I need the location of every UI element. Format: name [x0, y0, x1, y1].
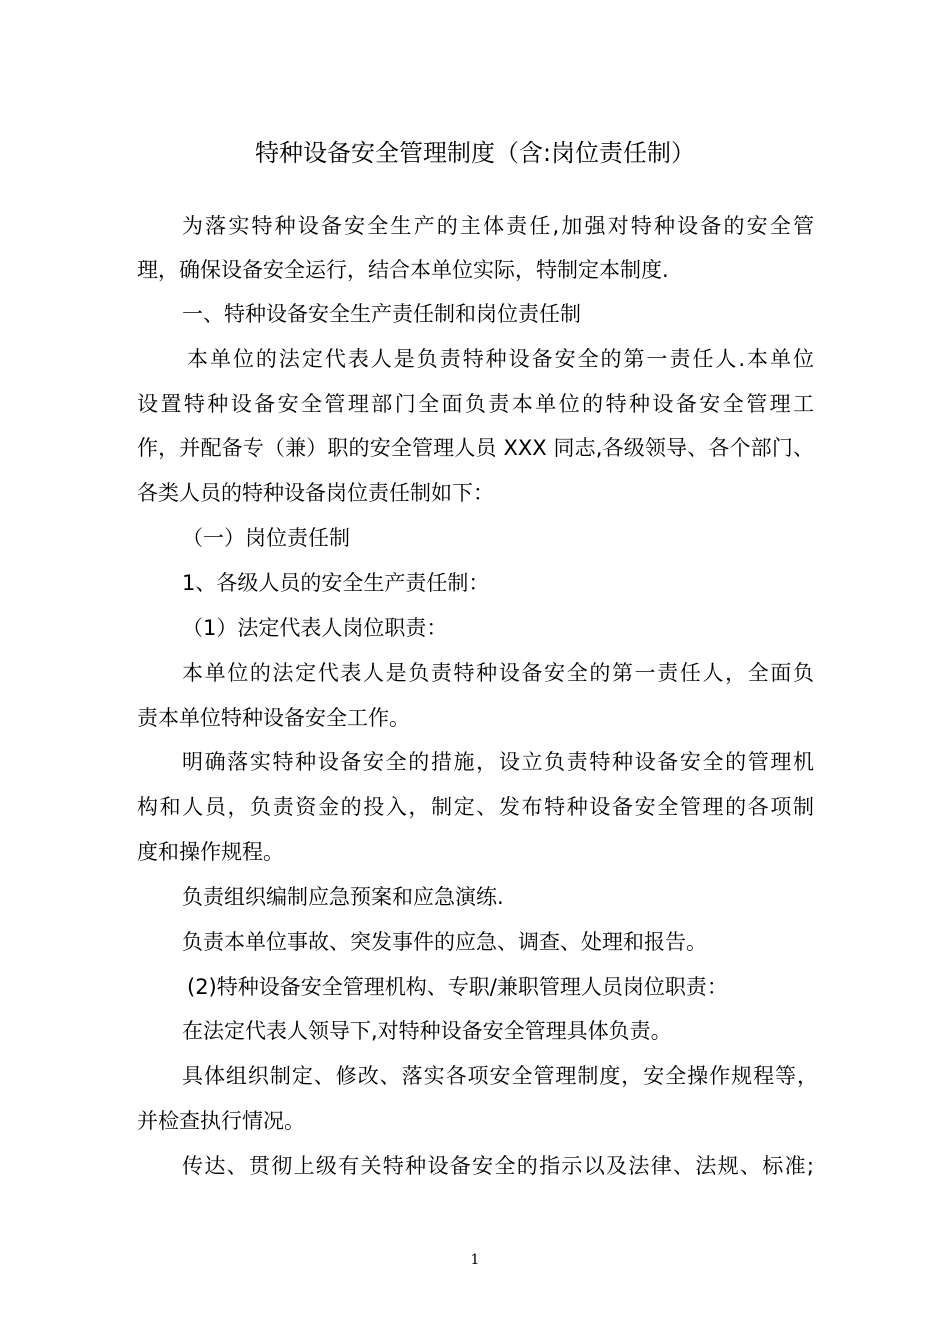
paragraph-line: 传达、贯彻上级有关特种设备安全的指示以及法律、法规、标准;: [182, 1154, 814, 1178]
paragraph-line: 责本单位特种设备安全工作。: [137, 706, 410, 730]
section-heading: 一、特种设备安全生产责任制和岗位责任制: [182, 302, 581, 326]
paragraph-line: 构和人员，负责资金的投入，制定、发布特种设备安全管理的各项制: [137, 795, 814, 819]
paragraph-line: 本单位的法定代表人是负责特种设备安全的第一责任人，全面负: [182, 661, 814, 685]
subsection-heading: （一）岗位责任制: [182, 526, 350, 550]
page-number: 1: [470, 1252, 480, 1268]
paragraph-line: 本单位的法定代表人是负责特种设备安全的第一责任人.本单位: [187, 347, 814, 371]
paragraph-line: 为落实特种设备安全生产的主体责任,加强对特种设备的安全管: [182, 214, 814, 238]
paragraph-line: 在法定代表人领导下,对特种设备安全管理具体负责。: [182, 1019, 672, 1043]
paragraph-line: 具体组织制定、修改、落实各项安全管理制度，安全操作规程等，: [182, 1064, 818, 1088]
paragraph-line: 度和操作规程。: [137, 840, 284, 864]
paragraph-line: 明确落实特种设备安全的措施，设立负责特种设备安全的管理机: [182, 750, 814, 774]
subsection-heading: 1、各级人员的安全生产责任制：: [182, 571, 490, 595]
paragraph-line: 负责本单位事故、突发事件的应急、调查、处理和报告。: [182, 930, 707, 954]
paragraph-line: 负责组织编制应急预案和应急演练.: [182, 885, 504, 909]
paragraph-line: 理，确保设备安全运行，结合本单位实际，特制定本制度.: [137, 258, 669, 282]
paragraph-line: 作，并配备专（兼）职的安全管理人员 XXX 同志,各级领导、各个部门、: [137, 436, 814, 460]
paragraph-line: 并检查执行情况。: [137, 1109, 305, 1133]
paragraph-line: 设置特种设备安全管理部门全面负责本单位的特种设备安全管理工: [137, 392, 814, 416]
paragraph-line: 各类人员的特种设备岗位责任制如下：: [137, 481, 494, 505]
item-heading: (2)特种设备安全管理机构、专职/兼职管理人员岗位职责：: [187, 975, 728, 999]
document-title: 特种设备安全管理制度（含:岗位责任制）: [254, 139, 696, 167]
item-heading: （1）法定代表人岗位职责：: [182, 616, 448, 640]
